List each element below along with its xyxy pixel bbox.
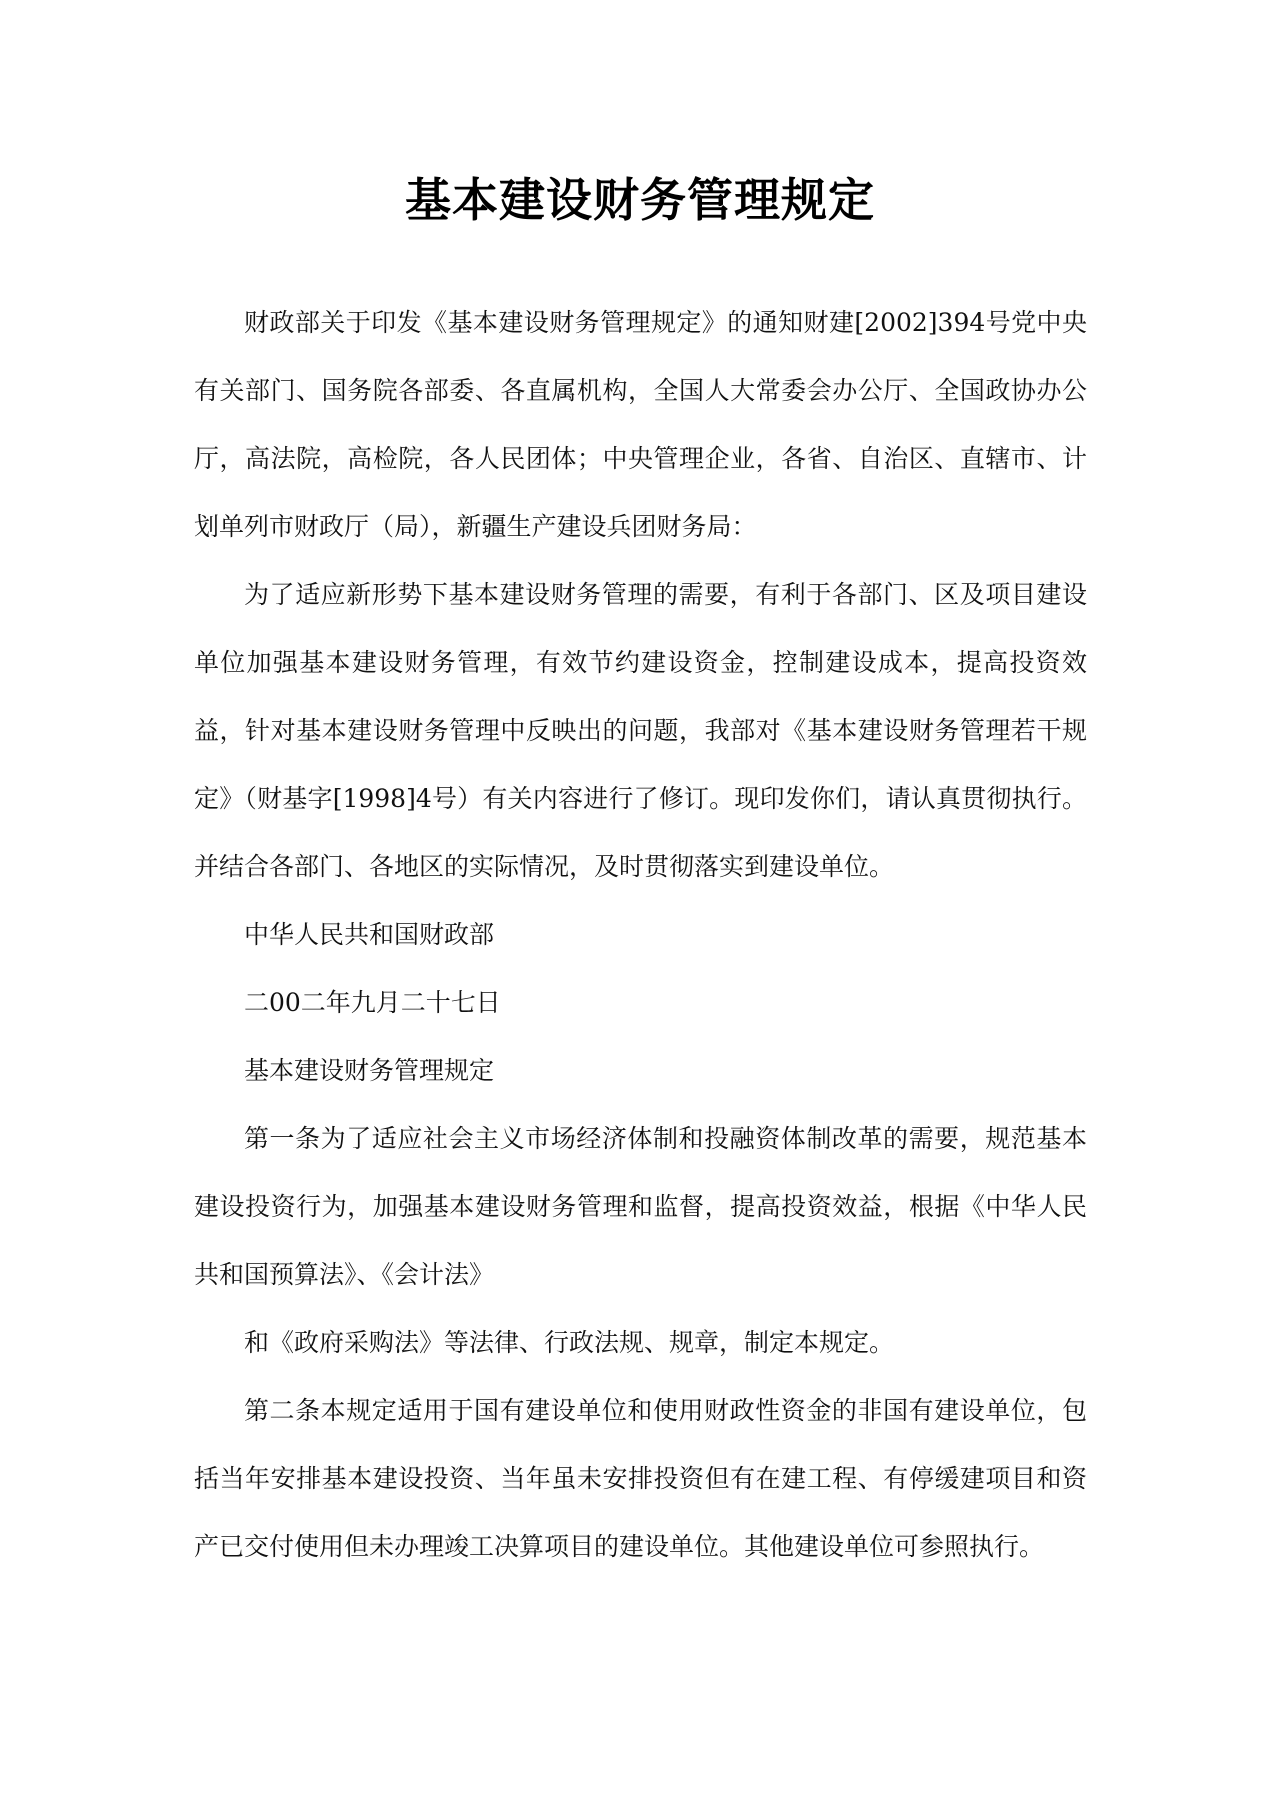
document-title: 基本建设财务管理规定: [405, 173, 875, 227]
notice-purpose-paragraph: 为了适应新形势下基本建设财务管理的需要，有利于各部门、区及项目建设单位加强基本建设财务管理，有效节约建设资金，控制建设成本，提高投资效益，针对基本建设财务管理中反映出的问题，我部对《基本建设财务管理若干规定》（财基字[1998]4号）有关内容进行了修订。现印发你们，请认真贯彻执行。并结合各部门、各地区的实际情况，及时贯彻落实到建设单位。: [194, 580, 1087, 881]
issuer-name: 中华人民共和国财政部: [244, 920, 495, 949]
article-2-paragraph: 第二条本规定适用于国有建设单位和使用财政性资金的非国有建设单位，包括当年安排基本建设投资、当年虽未安排投资但有在建工程、有停缓建项目和资产已交付使用但未办理竣工决算项目的建设单位。其他建设单位可参照执行。: [194, 1396, 1087, 1561]
document-body: [194, 289, 1087, 1581]
notice-header-paragraph: 财政部关于印发《基本建设财务管理规定》的通知财建[2002]394号党中央有关部门、国务院各部委、各直属机构，全国人大常委会办公厅、全国政协办公厅，高法院，高检院，各人民团体；中央管理企业，各省、自治区、直辖市、计划单列市财政厅（局），新疆生产建设兵团财务局：: [194, 308, 1087, 541]
article-1-continuation: 和《政府采购法》等法律、行政法规、规章，制定本规定。: [244, 1328, 895, 1357]
article-1-paragraph: 第一条为了适应社会主义市场经济体制和投融资体制改革的需要，规范基本建设投资行为，加强基本建设财务管理和监督，提高投资效益，根据《中华人民共和国预算法》、《会计法》: [194, 1124, 1087, 1289]
regulation-heading: 基本建设财务管理规定: [244, 1056, 495, 1085]
issue-date: 二00二年九月二十七日: [244, 988, 501, 1017]
